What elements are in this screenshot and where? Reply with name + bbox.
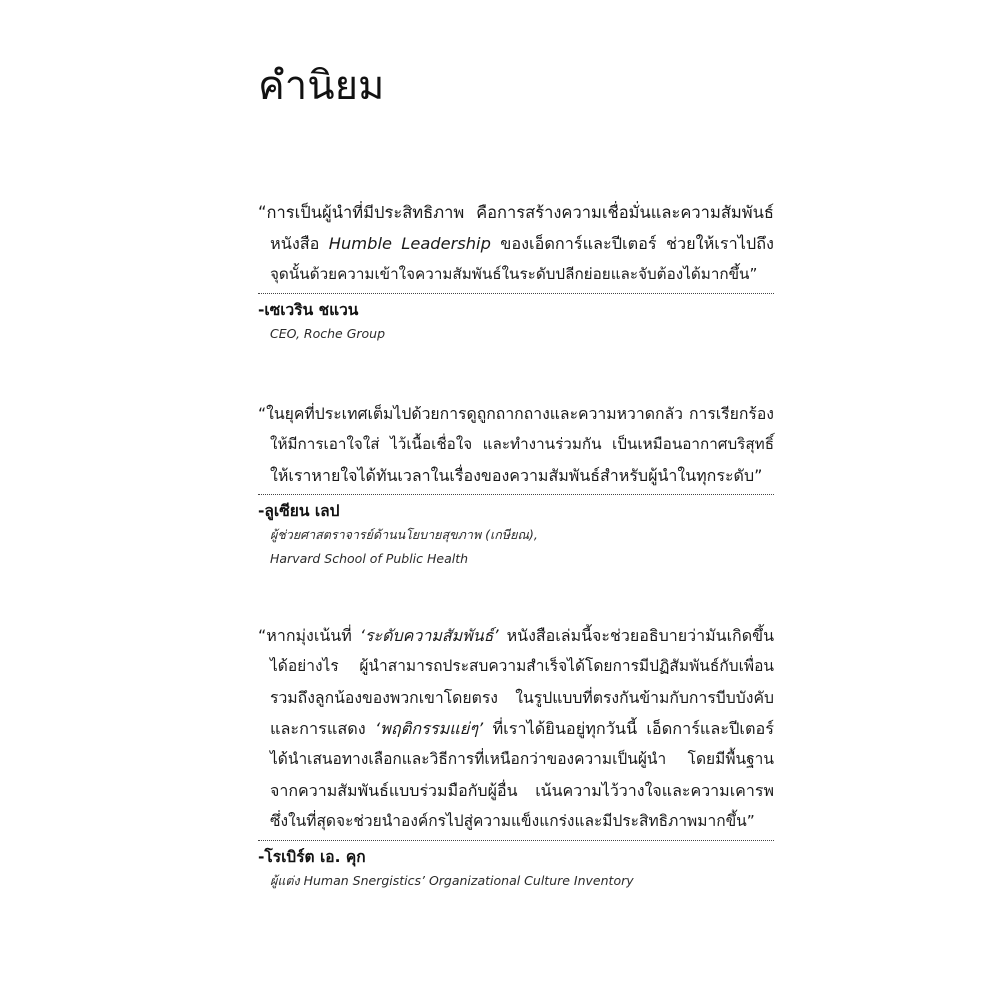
author-title: ผู้ช่วยศาสตราจารย์ด้านนโยบายสุขภาพ (เกษียณ), — [270, 527, 538, 542]
quote-line: “หากมุ่งเน้นที่ ‘ระดับความสัมพันธ์’ หนังสือเล่มนี้จะช่วยอธิบายว่ามันเกิดขึ้น — [258, 626, 774, 645]
quote-line: จุดนั้นด้วยความเข้าใจความสัมพันธ์ในระดับปลีกย่อยและจับต้องได้มากขึ้น” — [270, 265, 758, 283]
quote-line: ให้เราหายใจได้ทันเวลาในเรื่องของความสัมพันธ์สำหรับผู้นำในทุกระดับ” — [270, 466, 763, 485]
page-title: คำนิยม — [258, 63, 385, 109]
dotted-divider — [258, 840, 774, 841]
author-title: Harvard School of Public Health — [270, 551, 469, 566]
quote-line: รวมถึงลูกน้องของพวกเขาโดยตรง ในรูปแบบที่ตรงกันข้ามกับการบีบบังคับ — [270, 688, 774, 707]
author-title: ผู้แต่ง Human Snergistics’ Organizational Culture Inventory — [270, 873, 634, 888]
quote-text — [258, 620, 774, 837]
quote-line: “การเป็นผู้นำที่มีประสิทธิภาพ คือการสร้างความเชื่อมั่นและความสัมพันธ์ — [258, 203, 774, 222]
quote-text — [258, 197, 774, 290]
dotted-divider — [258, 293, 774, 294]
author-name: -ลูเซียน เลป — [258, 502, 340, 520]
dotted-divider — [258, 494, 774, 495]
quote-line: ได้นำเสนอทางเลือกและวิธีการที่เหนือกว่าของความเป็นผู้นำ โดยมีพื้นฐาน — [270, 750, 774, 768]
author-name: -เซเวริน ชแวน — [258, 301, 359, 319]
quote-line: “ในยุคที่ประเทศเต็มไปด้วยการดูถูกถากถางและความหวาดกลัว การเรียกร้อง — [258, 404, 774, 423]
quote-line: หนังสือ Humble Leadership ของเอ็ดการ์และปีเตอร์ ช่วยให้เราไปถึง — [270, 234, 774, 253]
quote-line: ซึ่งในที่สุดจะช่วยนำองค์กรไปสู่ความแข็งแกร่งและมีประสิทธิภาพมากขึ้น” — [270, 812, 755, 830]
emphasis: ‘พฤติกรรมแย่ๆ’ — [375, 719, 484, 738]
quote-text — [258, 398, 774, 491]
author-title: CEO, Roche Group — [270, 326, 386, 341]
quote-line: จากความสัมพันธ์แบบร่วมมือกับผู้อื่น เน้นความไว้วางใจและความเคารพ — [270, 781, 774, 800]
testimonial-3 — [258, 620, 774, 893]
testimonial-1 — [258, 197, 774, 346]
quote-line: และการแสดง ‘พฤติกรรมแย่ๆ’ ที่เราได้ยินอยู่ทุกวันนี้ เอ็ดการ์และปีเตอร์ — [270, 719, 775, 738]
quote-line: ให้มีการเอาใจใส่ ไว้เนื้อเชื่อใจ และทำงานร่วมกัน เป็นเหมือนอากาศบริสุทธิ์ — [270, 435, 774, 453]
quote-line: ได้อย่างไร ผู้นำสามารถประสบความสำเร็จได้โดยการมีปฏิสัมพันธ์กับเพื่อน — [270, 657, 774, 675]
testimonial-2 — [258, 398, 774, 571]
book-title: Humble Leadership — [328, 234, 491, 253]
author-name: -โรเบิร์ต เอ. คุก — [258, 848, 366, 866]
emphasis: ‘ระดับความสัมพันธ์’ — [359, 626, 499, 645]
